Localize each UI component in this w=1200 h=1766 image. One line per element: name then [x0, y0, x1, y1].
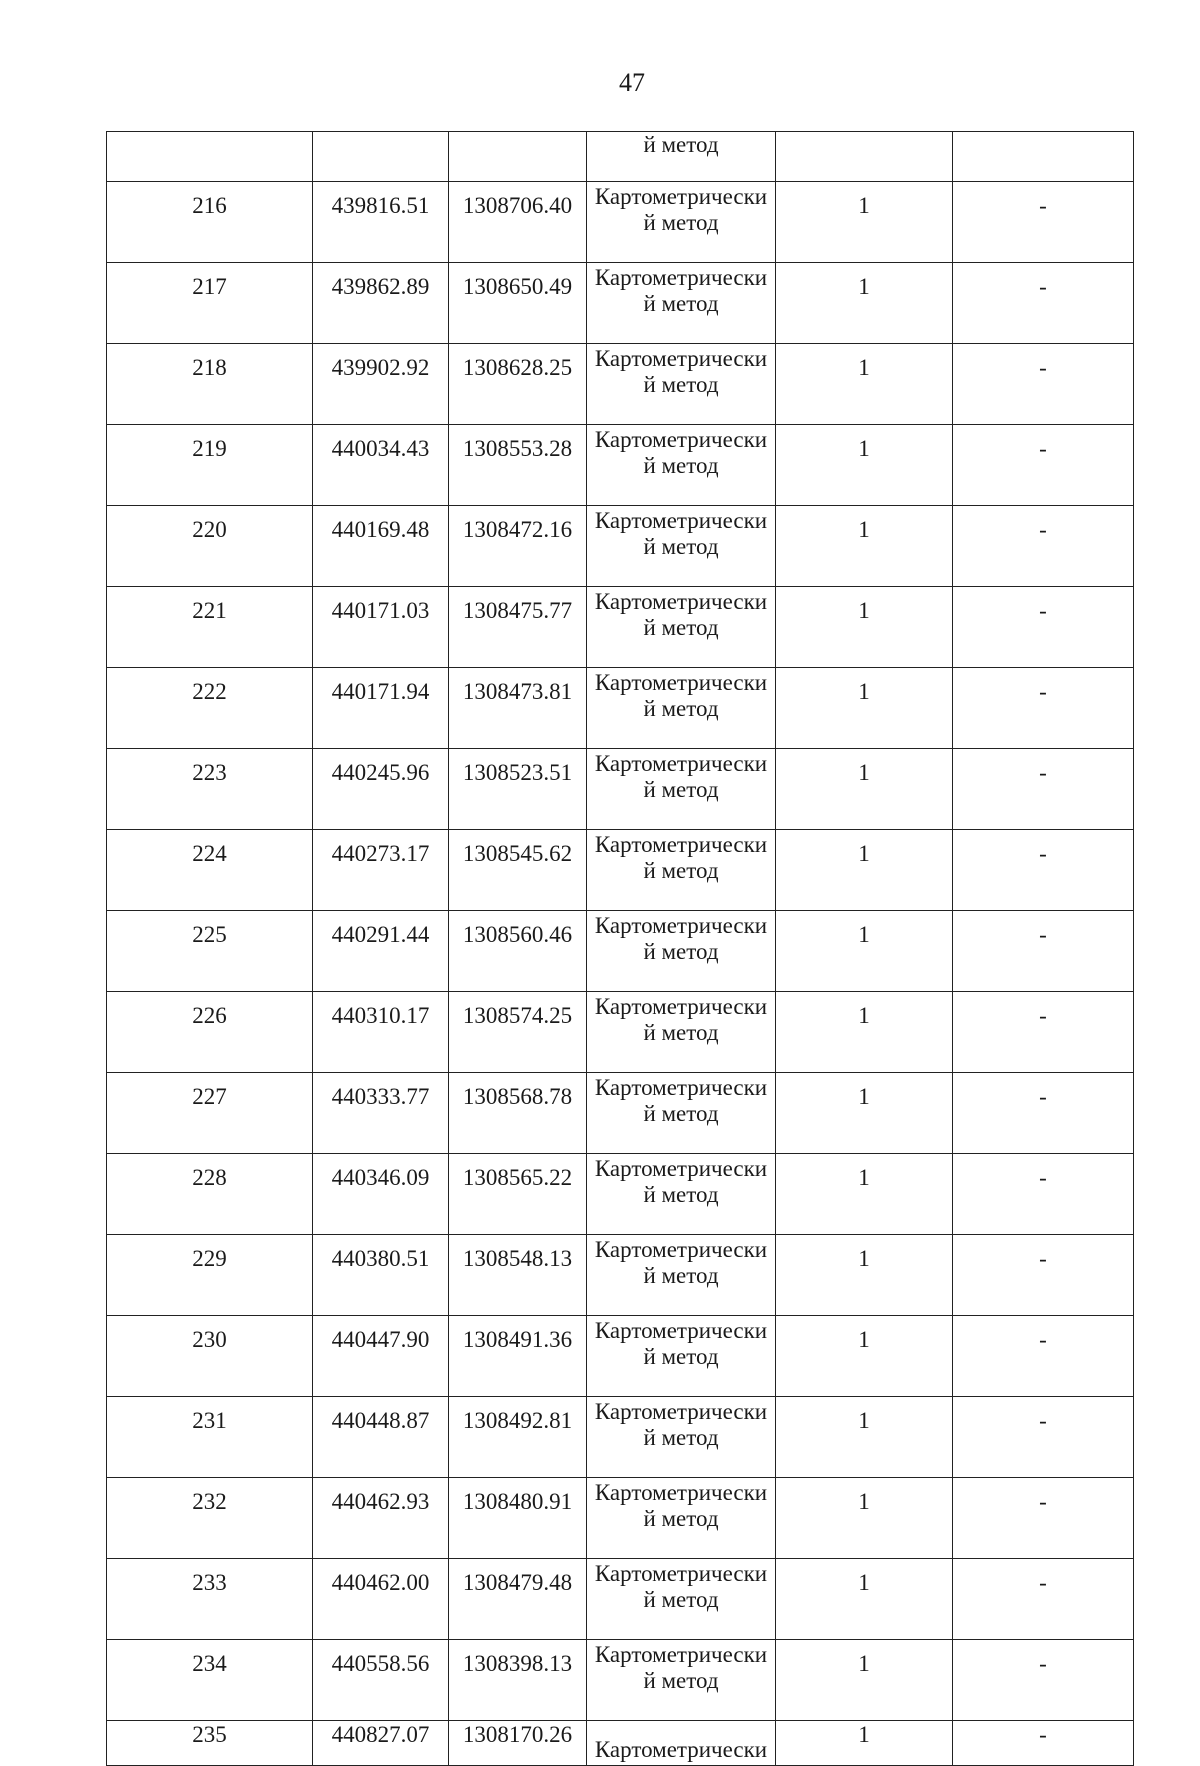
- method-line-1: Картометрически: [594, 832, 768, 857]
- coordinates-table-container: [106, 131, 1134, 1766]
- cell-accuracy: 1: [776, 344, 953, 425]
- cell-method: [587, 749, 776, 830]
- cell-y-coordinate: 1308553.28: [449, 425, 587, 506]
- cell-point-number: 226: [107, 992, 313, 1073]
- table-row: [107, 1478, 1134, 1559]
- table-row: [107, 992, 1134, 1073]
- cell-extra: -: [953, 587, 1134, 668]
- method-line-2: й метод: [643, 696, 719, 721]
- cell-point-number: 218: [107, 344, 313, 425]
- cell-method: [587, 506, 776, 587]
- table-row: [107, 506, 1134, 587]
- cell-x-coordinate: 440171.94: [313, 668, 449, 749]
- method-line-2: й метод: [643, 1263, 719, 1288]
- method-line-1: Картометрически: [594, 1075, 768, 1100]
- table-row: [107, 911, 1134, 992]
- method-line-1: Картометрически: [594, 1156, 768, 1181]
- method-line-2: й метод: [643, 1344, 719, 1369]
- cell-accuracy: 1: [776, 587, 953, 668]
- method-line-1: Картометрически: [594, 1237, 768, 1262]
- cell-y-coordinate: 1308523.51: [449, 749, 587, 830]
- table-row: [107, 344, 1134, 425]
- cell-extra: -: [953, 911, 1134, 992]
- cell-point-number: 217: [107, 263, 313, 344]
- table-row: [107, 1397, 1134, 1478]
- cell-point-number: 230: [107, 1316, 313, 1397]
- cell-accuracy: 1: [776, 668, 953, 749]
- cell-method: [587, 263, 776, 344]
- cell-extra: -: [953, 506, 1134, 587]
- method-line-1: Картометрически: [594, 427, 768, 452]
- cell-method: Картометрически: [587, 1721, 776, 1766]
- method-line-2: й метод: [643, 1587, 719, 1612]
- method-line-2: й метод: [643, 777, 719, 802]
- cell-accuracy: 1: [776, 749, 953, 830]
- cell-x-coordinate: 440310.17: [313, 992, 449, 1073]
- cell-point-number: 224: [107, 830, 313, 911]
- method-line-1: Картометрически: [594, 1480, 768, 1505]
- continuation-cell-x: [313, 132, 449, 182]
- cell-accuracy: 1: [776, 263, 953, 344]
- cell-extra: -: [953, 182, 1134, 263]
- cell-y-coordinate: 1308491.36: [449, 1316, 587, 1397]
- cell-accuracy: 1: [776, 1478, 953, 1559]
- cell-accuracy: 1: [776, 506, 953, 587]
- cell-extra: -: [953, 425, 1134, 506]
- cell-y-coordinate: 1308628.25: [449, 344, 587, 425]
- cell-extra: -: [953, 992, 1134, 1073]
- cell-x-coordinate: 440333.77: [313, 1073, 449, 1154]
- cell-x-coordinate: 440169.48: [313, 506, 449, 587]
- cell-accuracy: 1: [776, 1559, 953, 1640]
- page-number: 47: [619, 68, 645, 97]
- cell-extra: -: [953, 1397, 1134, 1478]
- cell-point-number: 222: [107, 668, 313, 749]
- cell-x-coordinate: 440273.17: [313, 830, 449, 911]
- method-line-2: й метод: [643, 1020, 719, 1045]
- table-row: [107, 182, 1134, 263]
- method-line-1: Картометрически: [594, 346, 768, 371]
- cell-x-coordinate: 440462.93: [313, 1478, 449, 1559]
- cell-accuracy: 1: [776, 830, 953, 911]
- cell-point-number: 231: [107, 1397, 313, 1478]
- cell-point-number: 223: [107, 749, 313, 830]
- cell-y-coordinate: 1308472.16: [449, 506, 587, 587]
- method-line-2: й метод: [643, 372, 719, 397]
- cell-accuracy: 1: [776, 425, 953, 506]
- cell-point-number: 228: [107, 1154, 313, 1235]
- cell-y-coordinate: 1308398.13: [449, 1640, 587, 1721]
- cell-x-coordinate: 440827.07: [313, 1721, 449, 1766]
- table-row: [107, 1073, 1134, 1154]
- cell-x-coordinate: 440346.09: [313, 1154, 449, 1235]
- cell-y-coordinate: 1308473.81: [449, 668, 587, 749]
- cell-x-coordinate: 439902.92: [313, 344, 449, 425]
- cell-x-coordinate: 440245.96: [313, 749, 449, 830]
- cell-method: [587, 911, 776, 992]
- cell-point-number: 225: [107, 911, 313, 992]
- method-line-1: Картометрически: [594, 1399, 768, 1424]
- method-line-1: Картометрически: [594, 1642, 768, 1667]
- continuation-cell-method: й метод: [587, 132, 776, 182]
- method-line-2: й метод: [643, 1425, 719, 1450]
- method-line-2: й метод: [643, 534, 719, 559]
- cell-method: [587, 1154, 776, 1235]
- cell-method: [587, 992, 776, 1073]
- cell-y-coordinate: 1308574.25: [449, 992, 587, 1073]
- cell-y-coordinate: 1308479.48: [449, 1559, 587, 1640]
- cell-point-number: 216: [107, 182, 313, 263]
- method-line-2: й метод: [643, 1182, 719, 1207]
- table-row: [107, 1640, 1134, 1721]
- coordinates-table: [106, 131, 1134, 1766]
- cell-method: [587, 344, 776, 425]
- cell-x-coordinate: 440462.00: [313, 1559, 449, 1640]
- method-line-2: й метод: [643, 858, 719, 883]
- cell-x-coordinate: 440034.43: [313, 425, 449, 506]
- method-line-1: Картометрически: [594, 265, 768, 290]
- cell-x-coordinate: 440447.90: [313, 1316, 449, 1397]
- cell-y-coordinate: 1308475.77: [449, 587, 587, 668]
- table-row: [107, 1559, 1134, 1640]
- method-line-2: й метод: [643, 453, 719, 478]
- cell-method: [587, 587, 776, 668]
- cell-point-number: 232: [107, 1478, 313, 1559]
- table-row: [107, 587, 1134, 668]
- cell-accuracy: 1: [776, 1640, 953, 1721]
- cell-extra: -: [953, 344, 1134, 425]
- cell-y-coordinate: 1308545.62: [449, 830, 587, 911]
- cell-accuracy: 1: [776, 1397, 953, 1478]
- method-line-2: й метод: [643, 615, 719, 640]
- cell-x-coordinate: 440448.87: [313, 1397, 449, 1478]
- continuation-cell-num: [107, 132, 313, 182]
- method-line-1: Картометрически: [594, 913, 768, 938]
- cell-point-number: 233: [107, 1559, 313, 1640]
- cell-accuracy: 1: [776, 992, 953, 1073]
- cell-method: [587, 1478, 776, 1559]
- method-line-2: й метод: [643, 1101, 719, 1126]
- method-line-2: й метод: [643, 291, 719, 316]
- cell-extra: -: [953, 1316, 1134, 1397]
- cell-point-number: 220: [107, 506, 313, 587]
- cell-point-number: 219: [107, 425, 313, 506]
- cell-y-coordinate: 1308548.13: [449, 1235, 587, 1316]
- continuation-cell-extra: [953, 132, 1134, 182]
- cell-method: [587, 830, 776, 911]
- method-line-1: Картометрически: [594, 589, 768, 614]
- cell-method: [587, 1235, 776, 1316]
- cell-x-coordinate: 439862.89: [313, 263, 449, 344]
- method-line-1: Картометрически: [594, 994, 768, 1019]
- cell-y-coordinate: 1308492.81: [449, 1397, 587, 1478]
- table-row: [107, 1235, 1134, 1316]
- cell-extra: -: [953, 1073, 1134, 1154]
- cell-y-coordinate: 1308565.22: [449, 1154, 587, 1235]
- continuation-cell-y: [449, 132, 587, 182]
- cell-accuracy: 1: [776, 1073, 953, 1154]
- cell-method: [587, 1640, 776, 1721]
- table-row: [107, 668, 1134, 749]
- continuation-cell-accuracy: [776, 132, 953, 182]
- cell-x-coordinate: 440380.51: [313, 1235, 449, 1316]
- cell-extra: -: [953, 830, 1134, 911]
- cell-accuracy: 1: [776, 182, 953, 263]
- cell-accuracy: 1: [776, 1721, 953, 1766]
- cell-accuracy: 1: [776, 1235, 953, 1316]
- cell-y-coordinate: 1308170.26: [449, 1721, 587, 1766]
- cell-x-coordinate: 440558.56: [313, 1640, 449, 1721]
- table-row: [107, 425, 1134, 506]
- cell-y-coordinate: 1308568.78: [449, 1073, 587, 1154]
- method-line-2: й метод: [643, 939, 719, 964]
- cell-accuracy: 1: [776, 1154, 953, 1235]
- method-line-1: Картометрически: [594, 1318, 768, 1343]
- cell-extra: -: [953, 1559, 1134, 1640]
- cell-accuracy: 1: [776, 911, 953, 992]
- cell-y-coordinate: 1308560.46: [449, 911, 587, 992]
- method-line-1: Картометрически: [594, 670, 768, 695]
- cell-x-coordinate: 439816.51: [313, 182, 449, 263]
- cell-method: [587, 425, 776, 506]
- cell-method: [587, 1073, 776, 1154]
- method-line-2: й метод: [643, 1668, 719, 1693]
- continuation-row: [107, 132, 1134, 182]
- cell-y-coordinate: 1308706.40: [449, 182, 587, 263]
- cell-method: [587, 1397, 776, 1478]
- cell-point-number: 235: [107, 1721, 313, 1766]
- cell-method: [587, 1316, 776, 1397]
- cell-y-coordinate: 1308480.91: [449, 1478, 587, 1559]
- cell-method: [587, 1559, 776, 1640]
- cell-point-number: 229: [107, 1235, 313, 1316]
- table-row: [107, 1721, 1134, 1766]
- cell-extra: -: [953, 1235, 1134, 1316]
- cell-extra: -: [953, 1478, 1134, 1559]
- cell-extra: -: [953, 1640, 1134, 1721]
- cell-extra: -: [953, 1154, 1134, 1235]
- table-row: [107, 830, 1134, 911]
- method-line-1: Картометрически: [594, 751, 768, 776]
- cell-point-number: 234: [107, 1640, 313, 1721]
- cell-point-number: 221: [107, 587, 313, 668]
- method-line-1: Картометрически: [594, 184, 768, 209]
- method-line-1: Картометрически: [594, 508, 768, 533]
- table-row: [107, 749, 1134, 830]
- cell-extra: -: [953, 668, 1134, 749]
- method-line-2: й метод: [643, 210, 719, 235]
- cell-extra: -: [953, 1721, 1134, 1766]
- table-row: [107, 1154, 1134, 1235]
- cell-x-coordinate: 440171.03: [313, 587, 449, 668]
- coordinates-table-body: [107, 132, 1134, 1766]
- cell-method: [587, 668, 776, 749]
- cell-extra: -: [953, 263, 1134, 344]
- cell-x-coordinate: 440291.44: [313, 911, 449, 992]
- method-line-2: й метод: [643, 1506, 719, 1531]
- cell-y-coordinate: 1308650.49: [449, 263, 587, 344]
- cell-point-number: 227: [107, 1073, 313, 1154]
- method-line-1: Картометрически: [594, 1561, 768, 1586]
- cell-accuracy: 1: [776, 1316, 953, 1397]
- cell-extra: -: [953, 749, 1134, 830]
- table-row: [107, 263, 1134, 344]
- cell-method: [587, 182, 776, 263]
- table-row: [107, 1316, 1134, 1397]
